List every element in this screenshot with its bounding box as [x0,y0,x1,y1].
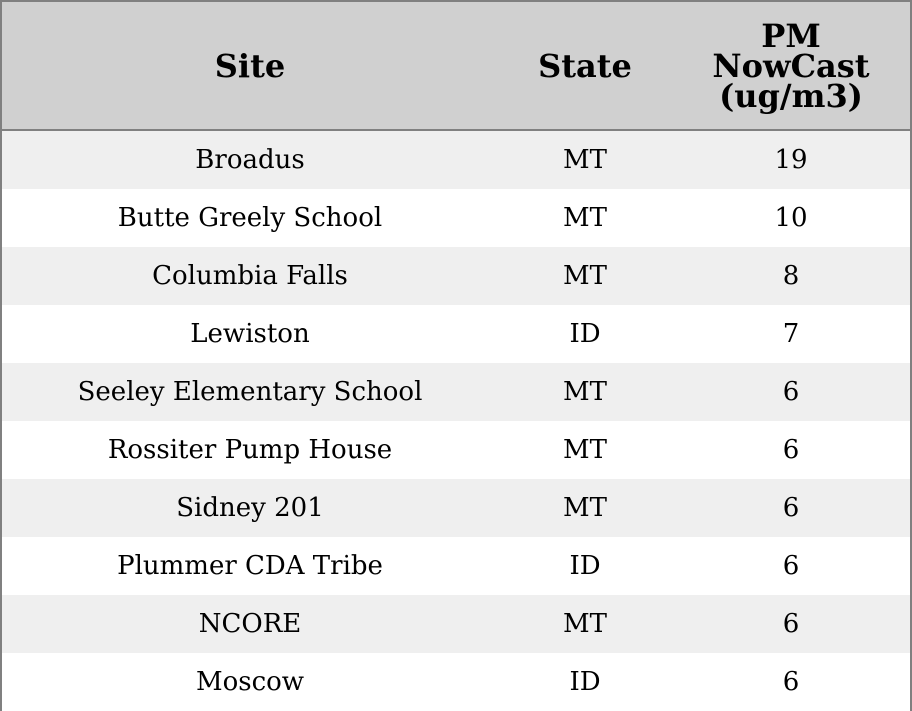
pm-cell: 6 [782,493,800,523]
site-cell: Plummer CDA Tribe [117,551,383,581]
pm-cell: 19 [774,145,808,175]
header-pm-nowcast[interactable] [672,2,910,129]
state-cell: MT [563,203,607,233]
site-cell: Rossiter Pump House [107,435,393,465]
pm-cell: 8 [782,261,800,291]
state-cell: MT [563,435,607,465]
pm-cell: 6 [782,667,800,697]
table-row [2,537,910,595]
pm-cell: 7 [782,319,800,349]
pm-cell: 10 [774,203,808,233]
site-cell: NCORE [198,609,302,639]
table-header [2,2,910,131]
header-pm-line3: (ug/m3) [719,76,863,115]
site-cell: Broadus [195,145,305,175]
table-row [2,595,910,653]
header-pm-line1: PM [761,16,821,55]
header-state[interactable]: State [538,46,632,85]
header-pm-line2: NowCast [712,46,870,85]
state-cell: MT [563,493,607,523]
site-cell: Sidney 201 [176,493,324,523]
table-row [2,653,910,711]
table-row [2,189,910,247]
table-row [2,479,910,537]
state-cell: MT [563,609,607,639]
site-cell: Columbia Falls [152,261,348,291]
header-site[interactable]: Site [214,46,286,85]
state-cell: MT [563,145,607,175]
state-cell: ID [569,551,601,581]
table-row [2,247,910,305]
table-row [2,305,910,363]
pm-cell: 6 [782,435,800,465]
site-cell: Seeley Elementary School [77,377,423,407]
table-row [2,131,910,189]
site-cell: Butte Greely School [117,203,383,233]
state-cell: ID [569,667,601,697]
pm-cell: 6 [782,551,800,581]
pm-cell: 6 [782,609,800,639]
pm-cell: 6 [782,377,800,407]
table-body [2,131,910,711]
table-row [2,421,910,479]
state-cell: MT [563,377,607,407]
site-cell: Moscow [195,667,305,697]
site-cell: Lewiston [190,319,310,349]
table-row [2,363,910,421]
state-cell: MT [563,261,607,291]
state-cell: ID [569,319,601,349]
